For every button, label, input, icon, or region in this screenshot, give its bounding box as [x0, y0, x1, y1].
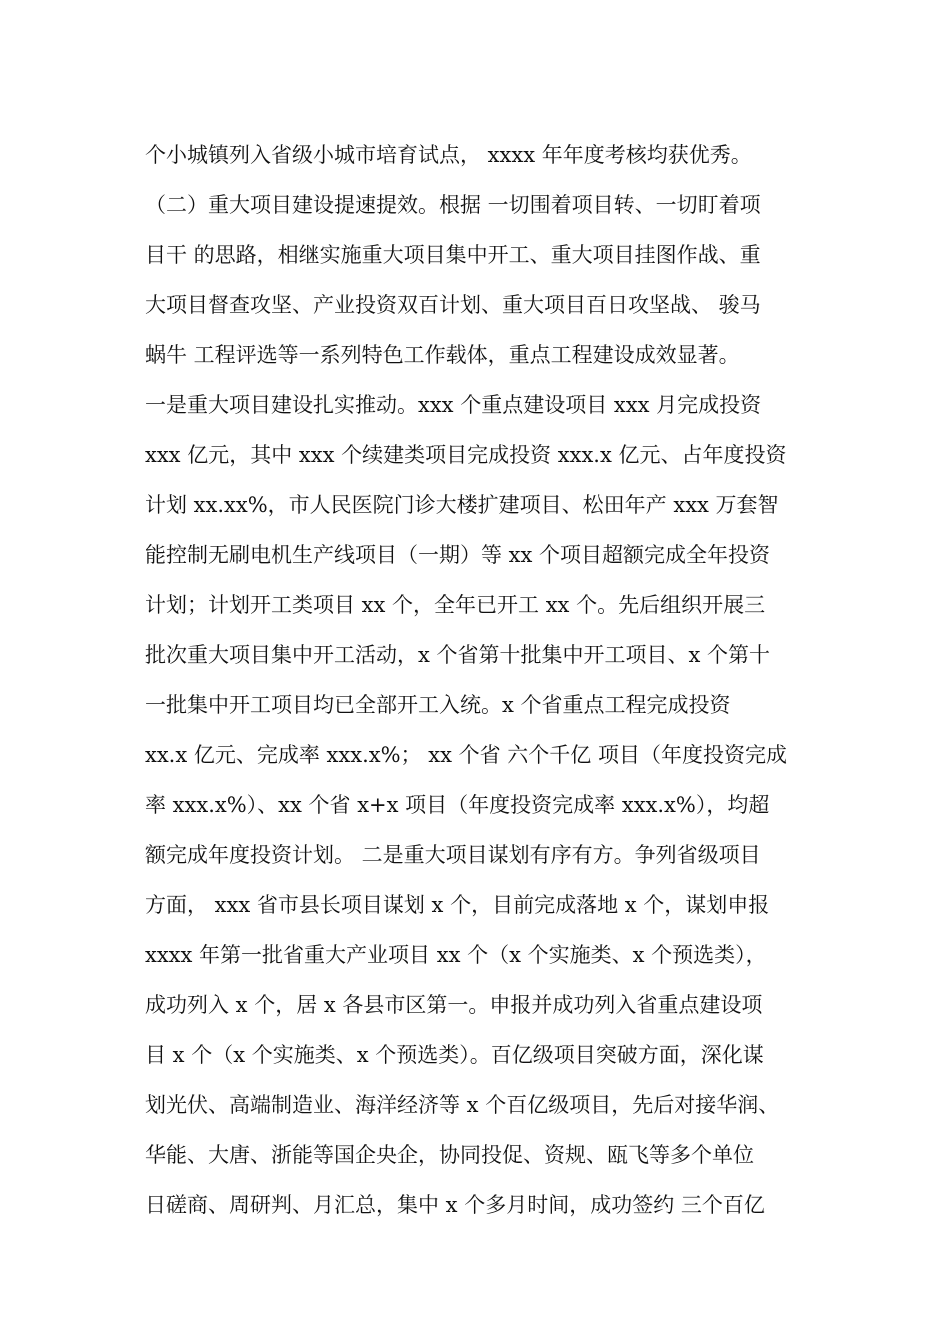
text-line: 大项目督查攻坚、产业投资双百计划、重大项目百日攻坚战、 骏马 [145, 293, 761, 317]
text-line: 划光伏、高端制造业、海洋经济等 x 个百亿级项目，先后对接华润、 [145, 1093, 780, 1117]
text-line: （二）重大项目建设提速提效。根据 一切围着项目转、一切盯着项 [145, 193, 761, 217]
text-line: 蜗牛 工程评选等一系列特色工作载体，重点工程建设成效显著。 [145, 343, 740, 367]
text-line: 批次重大项目集中开工活动，x 个省第十批集中开工项目、x 个第十 [145, 643, 771, 667]
text-line: 计划；计划开工类项目 xx 个，全年已开工 xx 个。先后组织开展三 [145, 593, 766, 617]
text-line: xxx 亿元，其中 xxx 个续建类项目完成投资 xxx.x 亿元、占年度投资 [145, 443, 787, 467]
text-line: 率 xxx.x%）、xx 个省 x+x 项目（年度投资完成率 xxx.x%），均超 [145, 793, 770, 817]
text-line: 一批集中开工项目均已全部开工入统。x 个省重点工程完成投资 [145, 693, 731, 717]
text-line: 计划 xx.xx%，市人民医院门诊大楼扩建项目、松田年产 xxx 万套智 [145, 493, 779, 517]
body-text [145, 130, 845, 1230]
text-line: 方面， xxx 省市县长项目谋划 x 个，目前完成落地 x 个，谋划申报 [145, 893, 770, 917]
text-line: 额完成年度投资计划。 二是重大项目谋划有序有方。争列省级项目 [145, 843, 761, 867]
text-line: 能控制无刷电机生产线项目（一期）等 xx 个项目超额完成全年投资 [145, 543, 771, 567]
text-line: 目干 的思路，相继实施重大项目集中开工、重大项目挂图作战、重 [145, 243, 761, 267]
text-line: 一是重大项目建设扎实推动。xxx 个重点建设项目 xxx 月完成投资 [145, 393, 762, 417]
text-line: 目 x 个（x 个实施类、x 个预选类）。百亿级项目突破方面，深化谋 [145, 1043, 764, 1067]
text-line: 个小城镇列入省级小城市培育试点， xxxx 年年度考核均获优秀。 [145, 143, 752, 167]
text-line: 华能、大唐、浙能等国企央企，协同投促、资规、瓯飞等多个单位 [145, 1143, 754, 1167]
text-line: xx.x 亿元、完成率 xxx.x%； xx 个省 六个千亿 项目（年度投资完成 [145, 743, 787, 767]
text-line: 成功列入 x 个，居 x 各县市区第一。申报并成功列入省重点建设项 [145, 993, 763, 1017]
text-line: 日磋商、周研判、月汇总，集中 x 个多月时间，成功签约 三个百亿 [145, 1193, 765, 1217]
text-line: xxxx 年第一批省重大产业项目 xx 个（x 个实施类、x 个预选类）， [145, 943, 767, 967]
